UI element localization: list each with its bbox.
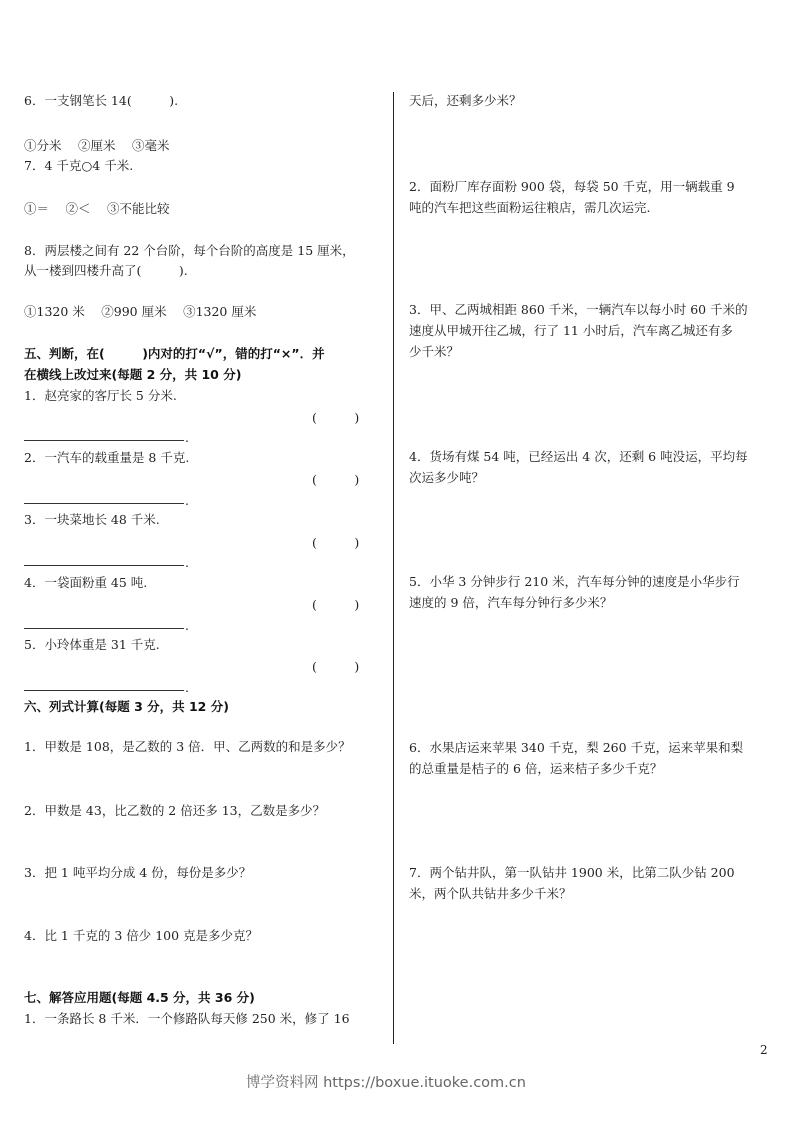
page-number: 2 bbox=[760, 1043, 768, 1057]
q6-text: 6．一支钢笔长 14( ). bbox=[24, 93, 179, 108]
calc-item-4: 4．比 1 千克的 3 倍少 100 克是多少克？ bbox=[24, 928, 259, 943]
app-q5-line2: 速度的 9 倍，汽车每分钟行多少米？ bbox=[409, 595, 613, 610]
judge-item-1-answer-paren[interactable]: ( ) bbox=[312, 410, 360, 425]
column-divider bbox=[393, 92, 394, 1044]
app-q3-line1: 3．甲、乙两城相距 860 千米，一辆汽车以每小时 60 千米的 bbox=[409, 302, 748, 317]
app-q3-line3: 少千米？ bbox=[409, 344, 460, 359]
section6-title: 六、列式计算(每题 3 分，共 12 分) bbox=[24, 699, 229, 714]
q7-text: 7．4 千克○4 千米. bbox=[24, 158, 134, 173]
app-q1-line1: 1．一条路长 8 千米．一个修路队每天修 250 米，修了 16 bbox=[24, 1011, 350, 1026]
judge-item-5-answer-paren[interactable]: ( ) bbox=[312, 659, 360, 674]
judge-item-2-correction-blank[interactable] bbox=[24, 503, 184, 504]
calc-item-2: 2．甲数是 43，比乙数的 2 倍还多 13，乙数是多少？ bbox=[24, 803, 326, 818]
app-q4-line1: 4．货场有煤 54 吨，已经运出 4 次，还剩 6 吨没运，平均每 bbox=[409, 449, 748, 464]
app-q5-line1: 5．小华 3 分钟步行 210 米，汽车每分钟的速度是小华步行 bbox=[409, 574, 740, 589]
section5-title-line1: 五、判断，在( )内对的打“√”，错的打“×”．并 bbox=[24, 346, 325, 361]
judge-item-5-text: 5．小玲体重是 31 千克. bbox=[24, 637, 160, 652]
judge-item-3-answer-paren[interactable]: ( ) bbox=[312, 535, 360, 550]
judge-item-3-blank-end: . bbox=[185, 555, 189, 570]
judge-item-5-correction-blank[interactable] bbox=[24, 690, 184, 691]
judge-item-3-correction-blank[interactable] bbox=[24, 565, 184, 566]
section7-title: 七、解答应用题(每题 4.5 分，共 36 分) bbox=[24, 990, 255, 1005]
app-q3-line2: 速度从甲城开往乙城，行了 11 小时后，汽车离乙城还有多 bbox=[409, 323, 733, 338]
calc-item-3: 3．把 1 吨平均分成 4 份，每份是多少？ bbox=[24, 865, 252, 880]
q8-text-line1: 8．两层楼之间有 22 个台阶，每个台阶的高度是 15 厘米， bbox=[24, 243, 355, 258]
calc-item-1: 1．甲数是 108，是乙数的 3 倍．甲、乙两数的和是多少？ bbox=[24, 739, 351, 754]
app-q2-line1: 2．面粉厂库存面粉 900 袋，每袋 50 千克，用一辆载重 9 bbox=[409, 179, 735, 194]
judge-item-2-answer-paren[interactable]: ( ) bbox=[312, 472, 360, 487]
footer-watermark: 博学资料网 https://boxue.ituoke.com.cn bbox=[246, 1075, 526, 1091]
section5-title-line2: 在横线上改过来(每题 2 分，共 10 分) bbox=[24, 367, 242, 382]
judge-item-1-correction-blank[interactable] bbox=[24, 440, 184, 441]
app-q6-line1: 6．水果店运来苹果 340 千克，梨 260 千克，运来苹果和梨 bbox=[409, 740, 744, 755]
q8-options: ①1320 米 ②990 厘米 ③1320 厘米 bbox=[24, 304, 257, 319]
app-q1-continuation: 天后，还剩多少米？ bbox=[409, 93, 522, 108]
judge-item-1-text: 1．赵亮家的客厅长 5 分米. bbox=[24, 388, 177, 403]
q8-text-line2: 从一楼到四楼升高了( ). bbox=[24, 263, 188, 278]
judge-item-4-answer-paren[interactable]: ( ) bbox=[312, 597, 360, 612]
judge-item-1-blank-end: . bbox=[185, 430, 189, 445]
judge-item-2-blank-end: . bbox=[185, 493, 189, 508]
judge-item-4-text: 4．一袋面粉重 45 吨. bbox=[24, 575, 148, 590]
app-q4-line2: 次运多少吨？ bbox=[409, 470, 485, 485]
q7-options: ①＝ ②＜ ③不能比较 bbox=[24, 201, 170, 216]
judge-item-3-text: 3．一块菜地长 48 千米. bbox=[24, 512, 160, 527]
judge-item-5-blank-end: . bbox=[185, 680, 189, 695]
app-q7-line2: 米，两个队共钻井多少千米？ bbox=[409, 886, 572, 901]
app-q6-line2: 的总重量是桔子的 6 倍，运来桔子多少千克？ bbox=[409, 761, 663, 776]
judge-item-4-blank-end: . bbox=[185, 618, 189, 633]
judge-item-2-text: 2．一汽车的载重量是 8 千克. bbox=[24, 450, 190, 465]
judge-item-4-correction-blank[interactable] bbox=[24, 628, 184, 629]
app-q2-line2: 吨的汽车把这些面粉运往粮店，需几次运完. bbox=[409, 200, 651, 215]
app-q7-line1: 7．两个钻井队，第一队钻井 1900 米，比第二队少钻 200 bbox=[409, 865, 735, 880]
q6-options: ①分米 ②厘米 ③毫米 bbox=[24, 138, 170, 153]
